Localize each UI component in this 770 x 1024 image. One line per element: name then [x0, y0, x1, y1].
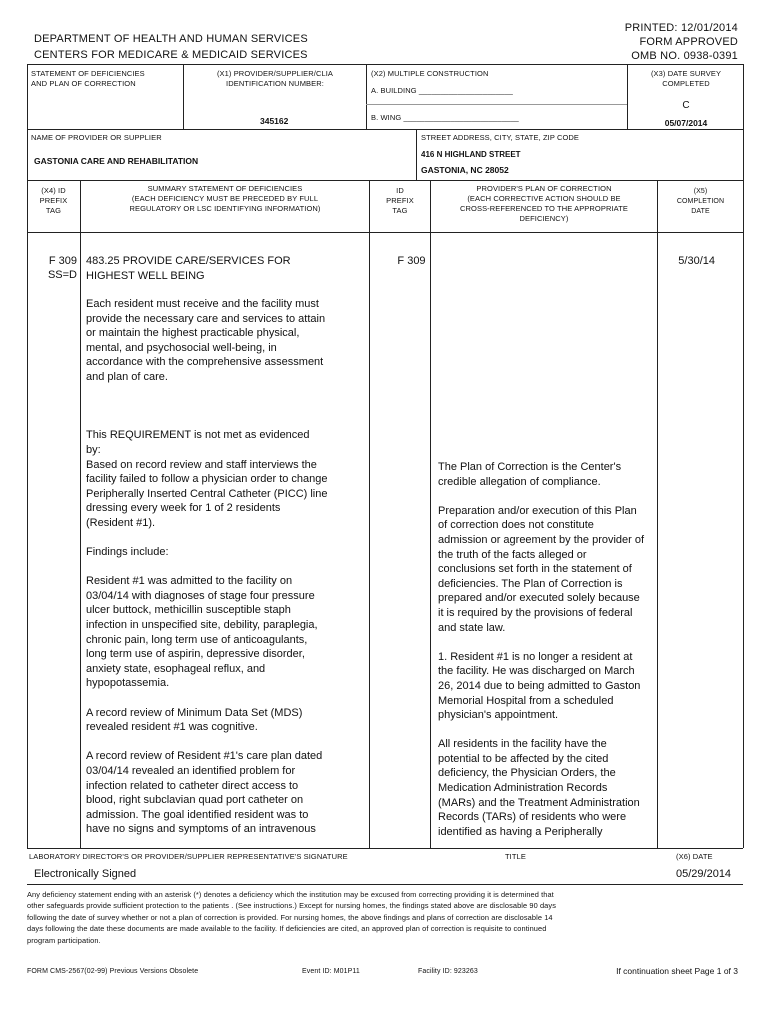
form-number: FORM CMS-2567(02-99) Previous Versions Obsolete: [27, 968, 199, 975]
deficiency-tag: F 309: [48, 255, 77, 267]
x2-label: (X2) MULTIPLE CONSTRUCTION: [371, 69, 489, 78]
department-name: DEPARTMENT OF HEALTH AND HUMAN SERVICES: [34, 33, 308, 45]
form-approved: FORM APPROVED: [639, 36, 738, 48]
disclaimer-text: Any deficiency statement ending with an asterisk (*) denotes a deficiency which the institution may be excused from correcting providing it is determined that other safeguards provide sufficient protection to the patients . (See instructions.) Except for nursing homes, the findings stated above are disclosable 90 days following the date of survey whether or not a plan of correction is provided. For nursing homes, the above findings and plans of correction are disclosable 14 days following the date these documents are made available to the facility. If deficiencies are cited, an approved plan of correction is requisite to continued program participation.: [27, 890, 556, 945]
plan-tag: F 309: [397, 255, 426, 267]
omb-number: OMB NO. 0938-0391: [631, 50, 738, 62]
plan-header: PROVIDER'S PLAN OF CORRECTION (EACH CORRECTIVE ACTION SHOULD BE CROSS-REFERENCED TO THE APPROPRIATE DEFICIENCY): [460, 184, 628, 223]
x1-id-number: 345162: [260, 116, 289, 126]
x4-header: (X4) ID PREFIX TAG: [39, 186, 68, 215]
x2-building: A. BUILDING ______________________: [371, 86, 513, 95]
plan-paragraph: All residents in the facility have the potential to be affected by the cited deficiency, the Physician Orders, the Medication Administration Records (MARs) and the Treatment Administration Records (TARs) of residents who were identified as having a Peripherally: [438, 738, 640, 838]
id-prefix-header: ID PREFIX TAG: [386, 186, 414, 215]
statement-label: STATEMENT OF DEFICIENCIES AND PLAN OF CORRECTION: [31, 69, 145, 88]
address-line2: GASTONIA, NC 28052: [421, 165, 509, 175]
x3-label: (X3) DATE SURVEY COMPLETED: [650, 69, 722, 88]
signature-label: LABORATORY DIRECTOR'S OR PROVIDER/SUPPLIER REPRESENTATIVE'S SIGNATURE: [29, 852, 348, 861]
deficiency-paragraph: Each resident must receive and the facility must provide the necessary care and services to attain or maintain the highest practicable physical, mental, and psychosocial well-being, in accordance with the comprehensive assessment and plan of care.: [86, 298, 326, 383]
date-label: (X6) DATE: [676, 852, 713, 861]
provider-name: GASTONIA CARE AND REHABILITATION: [34, 156, 199, 166]
agency-name: CENTERS FOR MEDICARE & MEDICAID SERVICES: [34, 49, 308, 61]
signature-date: 05/29/2014: [676, 868, 732, 880]
printed-date: PRINTED: 12/01/2014: [624, 22, 738, 34]
deficiency-paragraph: Resident #1 was admitted to the facility on 03/04/14 with diagnoses of stage four pressure ulcer buttock, methicillin susceptible staph infection in unspecified site, debility, paraplegia, chronic pain, long term use of anticoagulants, long term use of aspirin, depressive disorder, anxiety state, esophageal reflux, and hypopotassemia.: [86, 575, 318, 690]
summary-header: SUMMARY STATEMENT OF DEFICIENCIES (EACH DEFICIENCY MUST BE PRECEDED BY FULL REGULATORY OR LSC IDENTIFYING INFORMATION): [129, 184, 321, 213]
page-indicator: If continuation sheet Page 1 of 3: [616, 966, 738, 976]
deficiency-paragraph: Findings include:: [86, 546, 169, 559]
plan-paragraph: 1. Resident #1 is no longer a resident at the facility. He was discharged on March 26, 2014 due to being admitted to Gaston Memorial Hospital from a scheduled physician's appointment.: [438, 650, 641, 722]
signature-value: Electronically Signed: [34, 868, 137, 880]
completion-date: 5/30/14: [678, 255, 715, 267]
x1-label: (X1) PROVIDER/SUPPLIER/CLIA IDENTIFICATION NUMBER:: [216, 69, 334, 88]
address-line1: 416 N HIGHLAND STREET: [421, 150, 521, 159]
x3-code: C: [682, 100, 690, 111]
deficiency-paragraph: A record review of Minimum Data Set (MDS) revealed resident #1 was cognitive.: [86, 706, 303, 734]
x2-wing: B. WING ___________________________: [371, 113, 519, 122]
deficiency-text: [86, 297, 368, 852]
deficiency-title: 483.25 PROVIDE CARE/SERVICES FOR HIGHEST WELL BEING: [86, 255, 291, 282]
address-label: STREET ADDRESS, CITY, STATE, ZIP CODE: [421, 133, 580, 142]
provider-label: NAME OF PROVIDER OR SUPPLIER: [31, 133, 162, 142]
deficiency-paragraph: This REQUIREMENT is not met as evidenced by: Based on record review and staff interviews the facility failed to follow a physician order to change Peripherally Inserted Central Catheter (PICC) line dressing every week for 1 of 2 residents (Resident #1).: [86, 429, 328, 529]
deficiency-paragraph: [86, 399, 368, 428]
completion-header: (X5) COMPLETION DATE: [676, 188, 725, 215]
plan-text: [438, 460, 656, 854]
plan-paragraph: The Plan of Correction is the Center's credible allegation of compliance.: [438, 461, 622, 488]
facility-id: Facility ID: 923263: [418, 968, 478, 975]
scope-severity: SS=D: [47, 269, 77, 281]
event-id: Event ID: M01P11: [302, 968, 360, 975]
x3-date: 05/07/2014: [664, 118, 708, 128]
plan-paragraph: Preparation and/or execution of this Plan of correction does not constitute admission or agreement by the provider of the truth of the facts alleged or conclusions set forth in the statement of deficiencies. The Plan of Correction is prepared and/or executed solely because it is required by the provisions of federal and state law.: [438, 504, 645, 634]
deficiency-paragraph: A record review of Resident #1's care plan dated 03/04/14 revealed an identified problem for infection related to catheter direct access to blood, right subclavian quad port catheter on admission. The goal identified resident was to have no signs and symptoms of an intravenous: [86, 750, 323, 836]
title-label: TITLE: [505, 852, 526, 861]
